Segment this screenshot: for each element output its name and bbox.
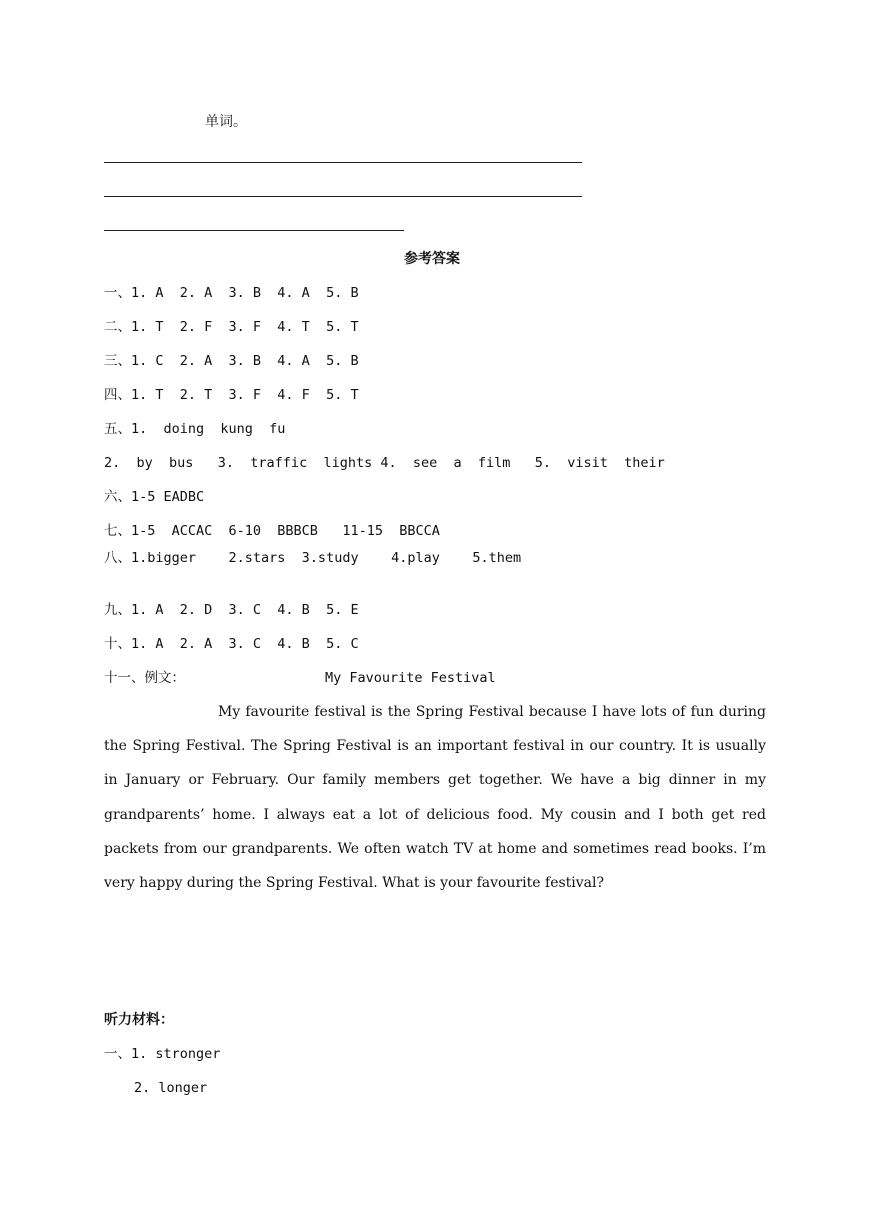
answer-section-5a: 五、1. doing kung fu (104, 421, 286, 437)
answer-section-1: 一、1. A 2. A 3. B 4. A 5. B (104, 285, 359, 301)
answer-section-3: 三、1. C 2. A 3. B 4. A 5. B (104, 353, 359, 369)
answer-section-4: 四、1. T 2. T 3. F 4. F 5. T (104, 387, 359, 403)
answer-section-2: 二、1. T 2. F 3. F 4. T 5. T (104, 319, 359, 335)
answer-section-10: 十、1. A 2. A 3. C 4. B 5. C (104, 636, 359, 652)
essay-paragraph: My favourite festival is the Spring Festival because I have lots of fun during the Spring Festival. The Spring Festival is an important festival in our country. It is usually in January or February. Our family members get together. We have a big dinner in my grandparents’ home. I always eat a lot of delicious food. My cousin and I both get red packets from our grandparents. We often watch TV at home and sometimes read books. I’m very happy during the Spring Festival. What is your favourite festival? (104, 704, 766, 892)
answer-section-8: 八、1.bigger 2.stars 3.study 4.play 5.them (104, 550, 522, 566)
listening-item-1: 一、1. stronger (104, 1046, 221, 1062)
answer-line-3 (104, 230, 404, 231)
answer-line-2 (104, 196, 582, 197)
answer-line-1 (104, 162, 582, 163)
answer-section-7: 七、1-5 ACCAC 6-10 BBBCB 11-15 BBCCA (104, 523, 440, 539)
listening-title: 听力材料： (104, 1012, 174, 1028)
answer-section-6: 六、1-5 EADBC (104, 489, 205, 505)
answer-section-5b: 2. by bus 3. traffic lights 4. see a film 5. visit their (104, 455, 665, 471)
essay-title: My Favourite Festival (325, 670, 496, 686)
listening-item-2: 2. longer (134, 1080, 208, 1096)
answer-title: 参考答案 (404, 251, 460, 267)
answer-section-9: 九、1. A 2. D 3. C 4. B 5. E (104, 602, 359, 618)
answer-section-11-label: 十一、例文： (104, 670, 185, 686)
top-text: 单词。 (205, 114, 247, 130)
